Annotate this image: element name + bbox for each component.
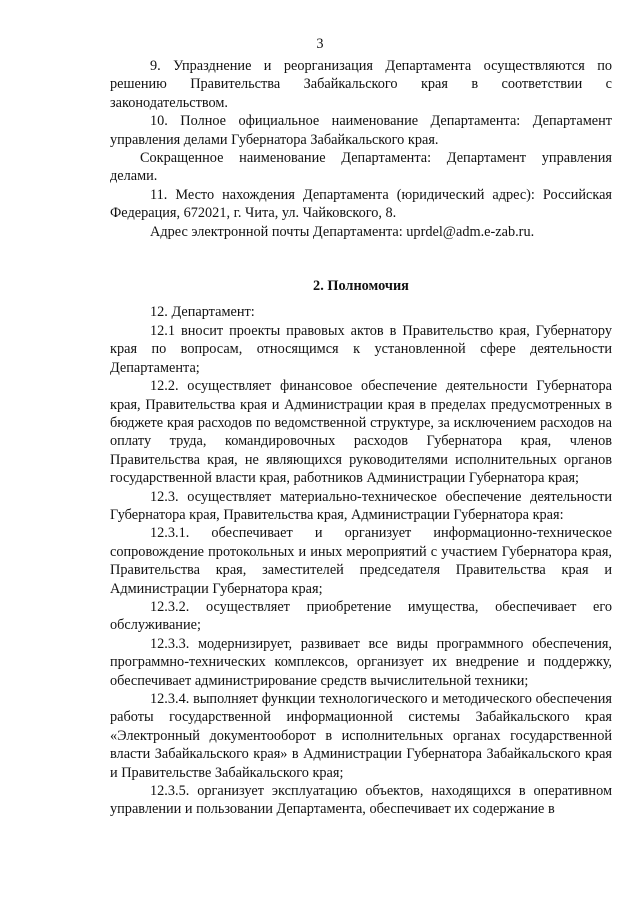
paragraph-12-3-3: 12.3.3. модернизирует, развивает все виды программного обеспечения, программно-технических комплексов, организует их внедрение и поддержку, обеспечивает администрирование средств вычислительной техники; — [110, 635, 612, 689]
paragraph-12-3-4: 12.3.4. выполняет функции технологического и методического обеспечения работы государственной информационной системы Забайкальского края «Электронный документооборот в исполнительных органах государственной власти Забайкальского края» в Администрации Губернатора Забайкальского края и Правительстве Забайкальского края; — [110, 691, 612, 781]
page-number: 3 — [316, 36, 324, 52]
paragraph-12-3-1: 12.3.1. обеспечивает и организует информационно-техническое сопровождение протокольных и иных мероприятий с участием Губернатора края, Правительства края, заместителей председателя Правительства края и Администрации Губернатора края; — [110, 525, 612, 597]
paragraph-12-1: 12.1 вносит проекты правовых актов в Правительство края, Губернатору края по вопросам, относящимся к установленной сфере деятельности Департамента; — [110, 322, 612, 376]
paragraph-short-name: Сокращенное наименование Департамента: Департамент управления делами. — [110, 150, 612, 185]
document-body — [110, 57, 612, 819]
paragraph-12-3-2: 12.3.2. осуществляет приобретение имущества, обеспечивает его обслуживание; — [110, 598, 612, 634]
section-heading: 2. Полномочия — [313, 278, 409, 295]
paragraph-email: Адрес электронной почты Департамента: uprdel@adm.e-zab.ru. — [150, 223, 535, 240]
paragraph-12-2: 12.2. осуществляет финансовое обеспечение деятельности Губернатора края, Правительства края и Администрации края в пределах предусмотренных в бюджете края расходов по ведомственной структуре, за исключением расходов на оплату труда, командировочных расходов Губернатора края, членов Правительства края, не являющихся руководителями исполнительных органов государственной власти края, работников Администрации Губернатора края; — [110, 378, 612, 487]
paragraph-12-3-5: 12.3.5. организует эксплуатацию объектов, находящихся в оперативном управлении и пользовании Департамента, обеспечивает их содержание в — [110, 783, 612, 818]
paragraph-10: 10. Полное официальное наименование Департамента: Департамент управления делами Губернатора Забайкальского края. — [110, 113, 612, 148]
paragraph-12: 12. Департамент: — [150, 304, 255, 321]
paragraph-12-3: 12.3. осуществляет материально-техническое обеспечение деятельности Губернатора края, Правительства края, Администрации Губернатора края: — [110, 488, 612, 523]
paragraph-11: 11. Место нахождения Департамента (юридический адрес): Российская Федерация, 672021, г. Чита, ул. Чайковского, 8. — [110, 186, 612, 222]
paragraph-9: 9. Упразднение и реорганизация Департамента осуществляются по решению Правительства Забайкальского края в соответствии с законодательством. — [110, 58, 612, 111]
